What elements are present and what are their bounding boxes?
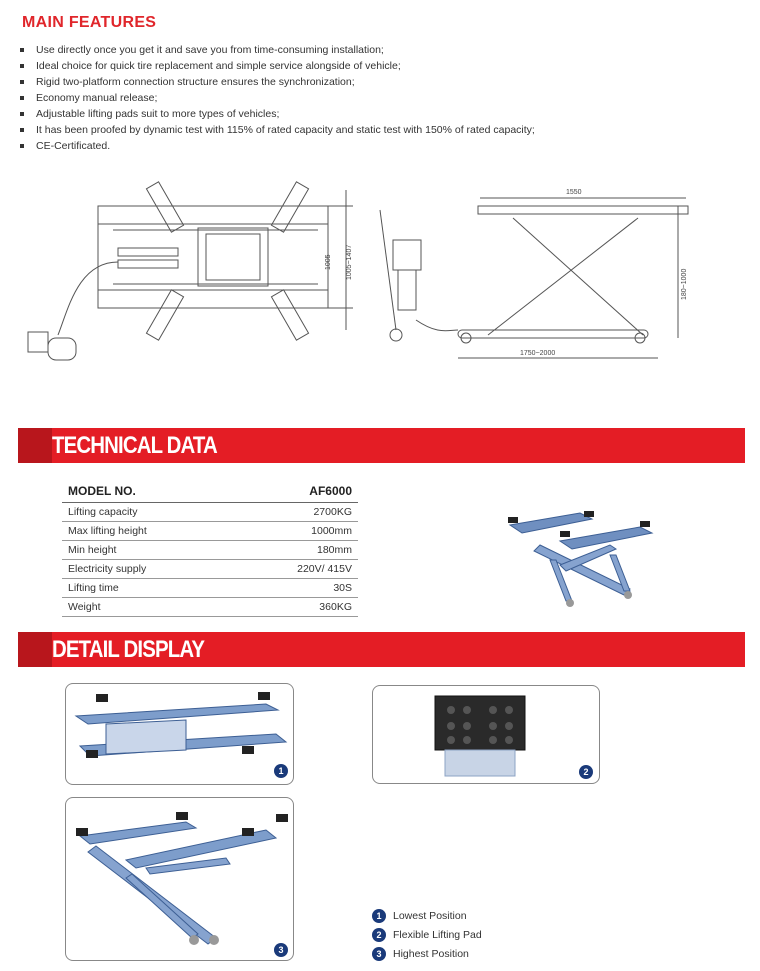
spec-label: Max lifting height bbox=[62, 522, 232, 541]
detail-badge: 1 bbox=[274, 764, 288, 778]
spec-header-row bbox=[62, 480, 358, 503]
detail-display-title: DETAIL DISPLAY bbox=[52, 636, 205, 663]
spec-value: 180mm bbox=[232, 541, 358, 560]
table-row bbox=[62, 598, 358, 617]
feature-item: Ideal choice for quick tire replacement and simple service alongside of vehicle; bbox=[20, 58, 620, 74]
detail-display-banner bbox=[18, 632, 745, 667]
legend-badge: 2 bbox=[372, 928, 386, 942]
dim-label: 1005~1407 bbox=[346, 244, 353, 280]
legend-label: Highest Position bbox=[393, 947, 469, 960]
technical-drawing bbox=[18, 170, 748, 410]
spec-label: Lifting time bbox=[62, 579, 232, 598]
spec-value: 2700KG bbox=[232, 503, 358, 522]
table-row bbox=[62, 560, 358, 579]
lifting-arm bbox=[146, 290, 183, 340]
legend-label: Lowest Position bbox=[393, 909, 467, 922]
table-row bbox=[62, 579, 358, 598]
legend-badge: 1 bbox=[372, 909, 386, 923]
detail-badge: 3 bbox=[274, 943, 288, 957]
detail-image-lowest-position bbox=[65, 683, 294, 785]
feature-item: It has been proofed by dynamic test with 115% of rated capacity and static test with 150% of rated capacity; bbox=[20, 122, 620, 138]
lift-product-image bbox=[500, 505, 670, 615]
spec-label: Min height bbox=[62, 541, 232, 560]
legend-badge: 3 bbox=[372, 947, 386, 961]
model-label: MODEL NO. bbox=[62, 480, 232, 503]
feature-item: CE-Certificated. bbox=[20, 138, 620, 154]
spec-label: Electricity supply bbox=[62, 560, 232, 579]
spec-label: Lifting capacity bbox=[62, 503, 232, 522]
technical-data-title: TECHNICAL DATA bbox=[52, 432, 217, 459]
legend-item bbox=[372, 925, 482, 944]
features-list bbox=[20, 42, 620, 154]
lift-lowest-image bbox=[66, 684, 293, 784]
lift-highest-image bbox=[66, 798, 293, 960]
dim-label: 1005 bbox=[325, 254, 332, 270]
table-row bbox=[62, 541, 358, 560]
spec-label: Weight bbox=[62, 598, 232, 617]
feature-item: Adjustable lifting pads suit to more types of vehicles; bbox=[20, 106, 620, 122]
feature-item: Economy manual release; bbox=[20, 90, 620, 106]
detail-image-lifting-pad bbox=[372, 685, 600, 784]
lifting-arm bbox=[146, 182, 183, 232]
feature-item: Use directly once you get it and save you from time-consuming installation; bbox=[20, 42, 620, 58]
spec-value: 220V/ 415V bbox=[232, 560, 358, 579]
legend-item bbox=[372, 906, 482, 925]
detail-legend bbox=[372, 906, 482, 963]
detail-image-highest-position bbox=[65, 797, 294, 961]
dim-label: 1550 bbox=[566, 189, 582, 196]
frame-outline bbox=[198, 228, 268, 286]
technical-data-banner bbox=[18, 428, 745, 463]
dim-label: 180~1000 bbox=[681, 268, 688, 300]
platform-outline bbox=[98, 290, 328, 308]
spec-value: 30S bbox=[232, 579, 358, 598]
detail-badge: 2 bbox=[579, 765, 593, 779]
lifting-arm bbox=[271, 290, 308, 340]
feature-item: Rigid two-platform connection structure ensures the synchronization; bbox=[20, 74, 620, 90]
spec-value: 1000mm bbox=[232, 522, 358, 541]
table-row bbox=[62, 522, 358, 541]
spec-table bbox=[62, 480, 358, 617]
spec-value: 360KG bbox=[232, 598, 358, 617]
legend-label: Flexible Lifting Pad bbox=[393, 928, 482, 941]
dim-label: 1750~2000 bbox=[520, 350, 556, 357]
table-row bbox=[62, 503, 358, 522]
model-value: AF6000 bbox=[232, 480, 358, 503]
lifting-pad-image bbox=[373, 686, 599, 783]
legend-item bbox=[372, 944, 482, 963]
lifting-arm bbox=[271, 182, 308, 232]
main-features-title: MAIN FEATURES bbox=[22, 14, 157, 31]
